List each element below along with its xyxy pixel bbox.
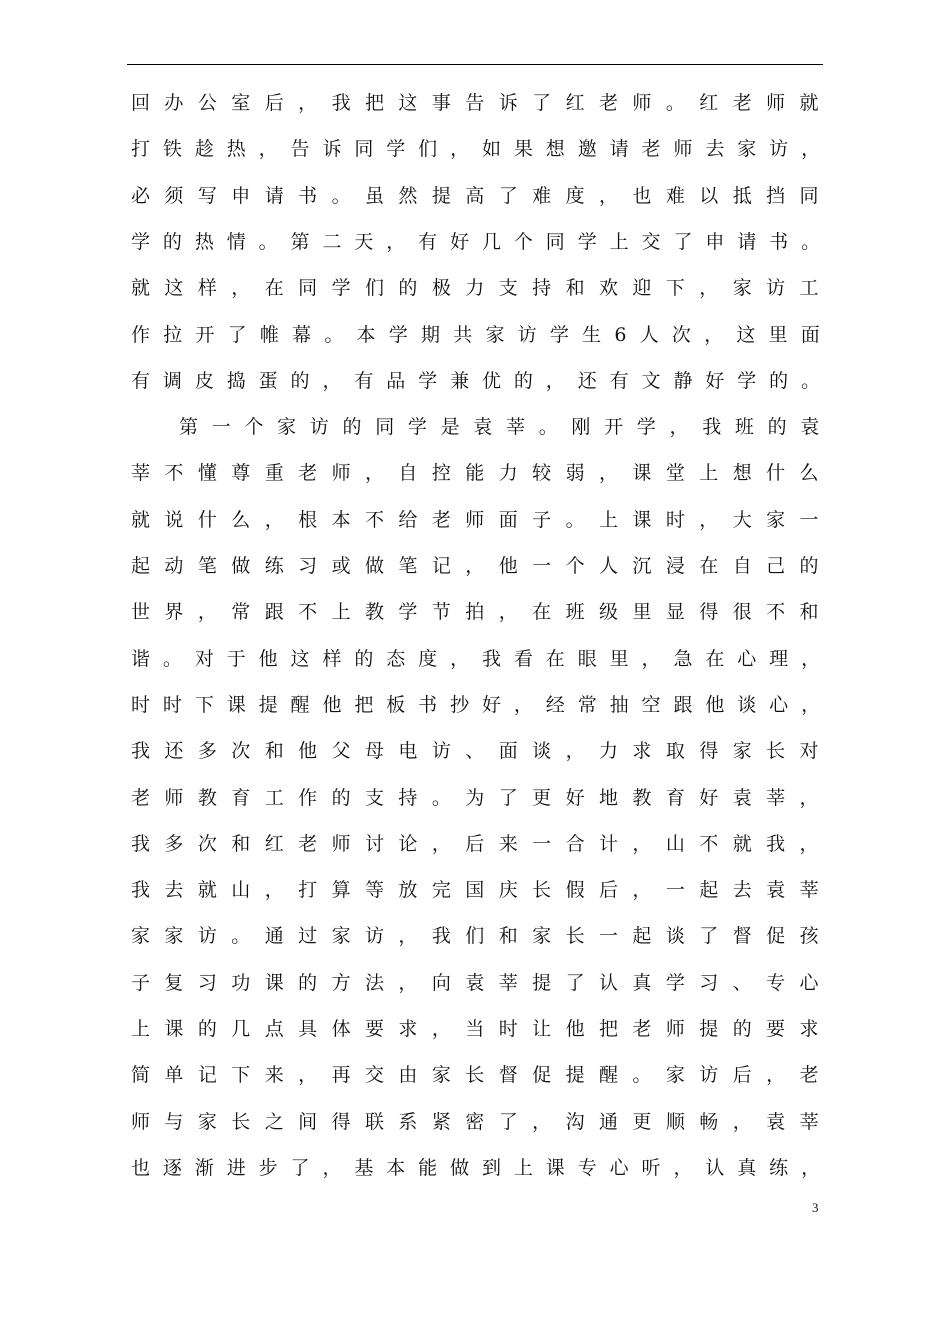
text-line: 师与家长之间得联系紧密了，沟通更顺畅，袁莘 [131,1110,833,1133]
text-line: 时时下课提醒他把板书抄好，经常抽空跟他谈心， [131,693,833,716]
text-line: 就这样，在同学们的极力支持和欢迎下，家访工 [131,277,833,300]
page-number: 3 [812,1200,819,1215]
text-line: 第一个家访的同学是袁莘。刚开学，我班的袁 [179,416,833,439]
text-line: 回办公室后，我把这事告诉了红老师。红老师就 [131,92,833,114]
text-line: 也逐渐进步了，基本能做到上课专心听，认真练， [131,1156,833,1179]
text-line: 有调皮捣蛋的，有品学兼优的，还有文静好学的。 [131,369,833,392]
text-line: 老师教育工作的支持。为了更好地教育好袁莘， [131,786,833,809]
text-line: 作拉开了帷幕。本学期共家访学生6人次，这里面 [131,323,833,346]
text-line: 我去就山，打算等放完国庆长假后，一起去袁莘 [131,879,833,902]
text-line: 起动笔做练习或做笔记，他一个人沉浸在自己的 [131,555,833,577]
text-line: 谐。对于他这样的态度，我看在眼里，急在心理， [131,647,833,670]
text-line: 莘不懂尊重老师，自控能力较弱，课堂上想什么 [131,462,833,485]
text-line: 我还多次和他父母电访、面谈，力求取得家长对 [131,740,833,763]
text-line: 简单记下来，再交由家长督促提醒。家访后，老 [131,1064,833,1087]
text-line: 世界，常跟不上教学节拍，在班级里显得很不和 [131,601,833,624]
text-line: 家家访。通过家访，我们和家长一起谈了督促孩 [131,925,833,948]
text-line: 就说什么，根本不给老师面子。上课时，大家一 [131,508,833,531]
text-line: 上课的几点具体要求，当时让他把老师提的要求 [131,1018,833,1040]
text-line: 学的热情。第二天，有好几个同学上交了申请书。 [131,230,833,253]
text-line: 必须写申请书。虽然提高了难度，也难以抵挡同 [131,184,833,207]
text-line: 我多次和红老师讨论，后来一合计，山不就我， [131,832,833,855]
text-line: 子复习功课的方法，向袁莘提了认真学习、专心 [131,971,833,994]
text-line: 打铁趁热，告诉同学们，如果想邀请老师去家访， [131,138,833,161]
